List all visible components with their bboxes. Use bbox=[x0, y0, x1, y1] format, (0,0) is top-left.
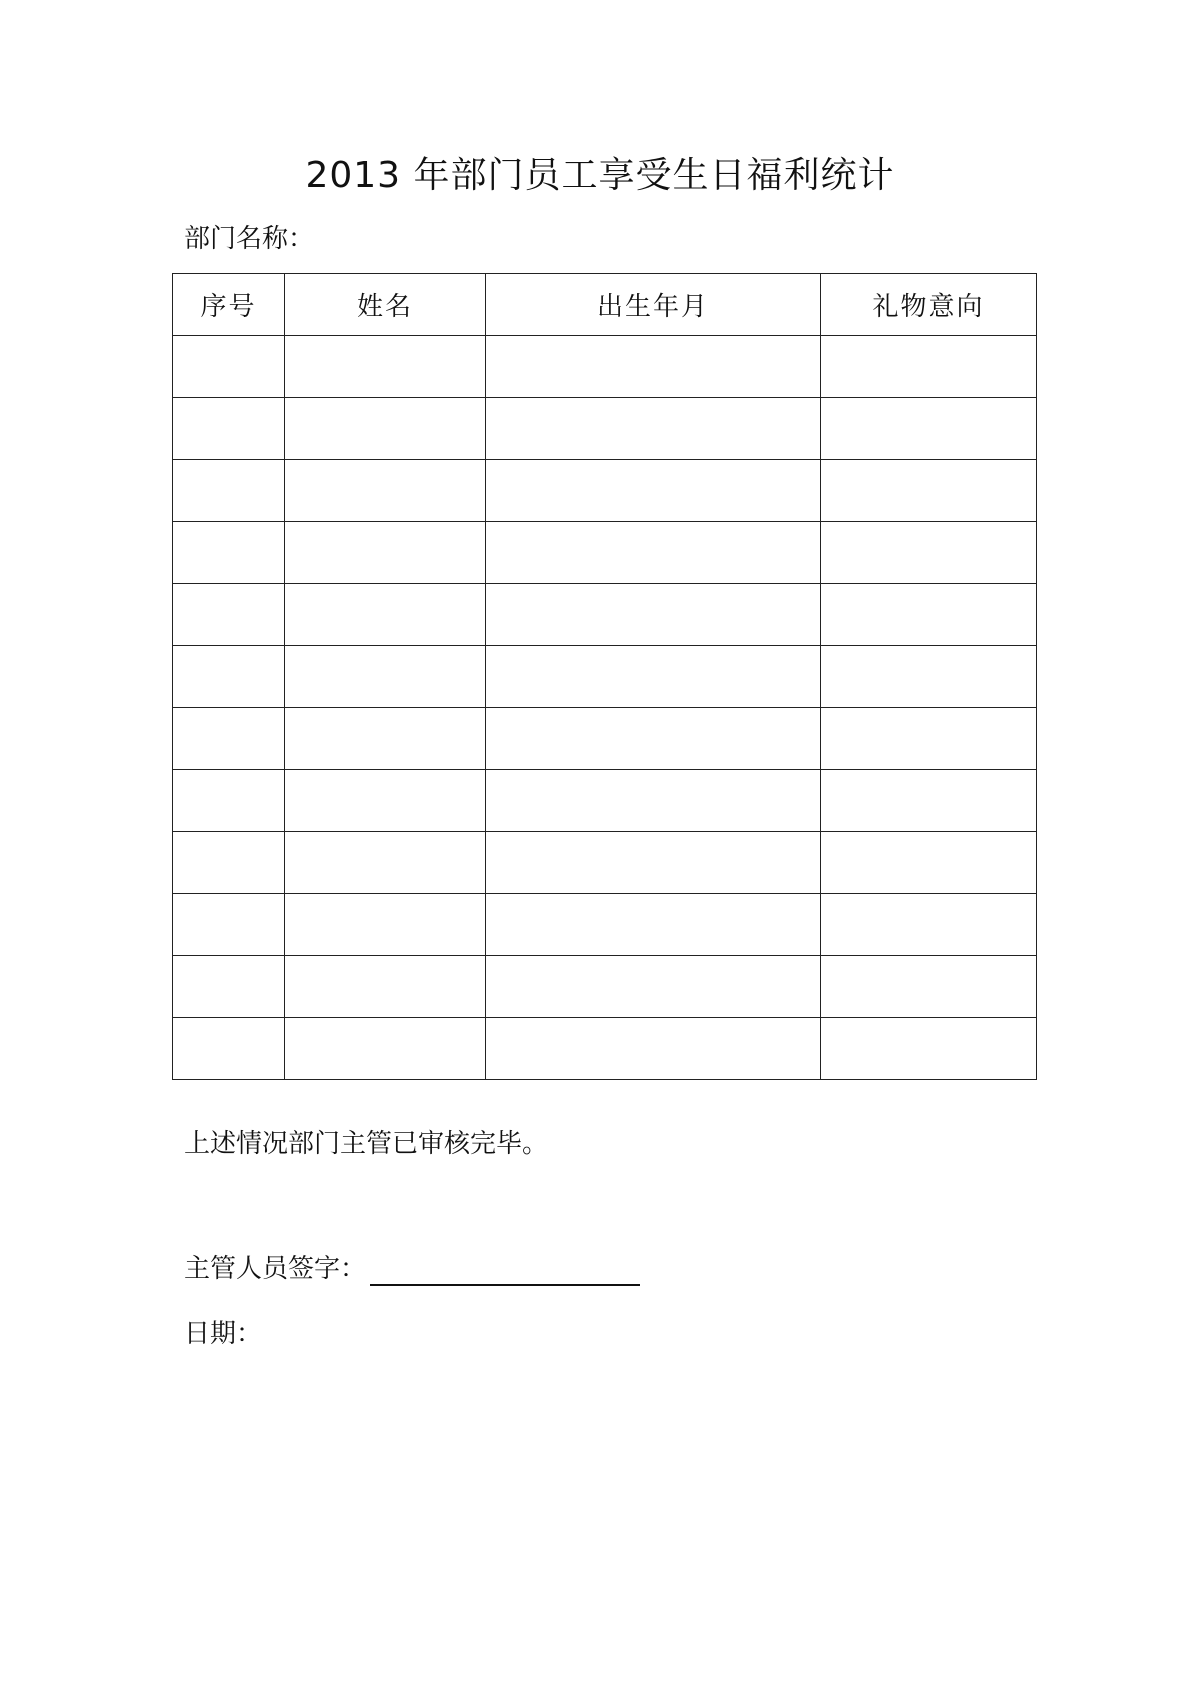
cell-name[interactable] bbox=[285, 522, 486, 584]
table-header-row bbox=[173, 274, 1037, 336]
document-title: 2013 年部门员工享受生日福利统计 bbox=[305, 155, 895, 196]
cell-gift-preference[interactable] bbox=[821, 1018, 1037, 1080]
cell-serial-number[interactable] bbox=[173, 770, 285, 832]
cell-name[interactable] bbox=[285, 708, 486, 770]
cell-serial-number[interactable] bbox=[173, 894, 285, 956]
cell-serial-number[interactable] bbox=[173, 708, 285, 770]
header-serial-number: 序号 bbox=[173, 274, 285, 336]
cell-name[interactable] bbox=[285, 584, 486, 646]
cell-name[interactable] bbox=[285, 956, 486, 1018]
table-row bbox=[173, 894, 1037, 956]
table-row bbox=[173, 956, 1037, 1018]
cell-gift-preference[interactable] bbox=[821, 832, 1037, 894]
cell-birth-month[interactable] bbox=[486, 398, 821, 460]
table-row bbox=[173, 1018, 1037, 1080]
cell-gift-preference[interactable] bbox=[821, 336, 1037, 398]
cell-birth-month[interactable] bbox=[486, 894, 821, 956]
cell-gift-preference[interactable] bbox=[821, 460, 1037, 522]
signature-label: 主管人员签字： bbox=[184, 1254, 367, 1284]
header-gift-preference: 礼物意向 bbox=[821, 274, 1037, 336]
cell-serial-number[interactable] bbox=[173, 1018, 285, 1080]
cell-name[interactable] bbox=[285, 460, 486, 522]
cell-name[interactable] bbox=[285, 1018, 486, 1080]
table-row bbox=[173, 832, 1037, 894]
cell-birth-month[interactable] bbox=[486, 336, 821, 398]
cell-serial-number[interactable] bbox=[173, 522, 285, 584]
table-row bbox=[173, 522, 1037, 584]
cell-gift-preference[interactable] bbox=[821, 956, 1037, 1018]
header-name: 姓名 bbox=[285, 274, 486, 336]
cell-gift-preference[interactable] bbox=[821, 646, 1037, 708]
cell-name[interactable] bbox=[285, 770, 486, 832]
cell-serial-number[interactable] bbox=[173, 336, 285, 398]
cell-serial-number[interactable] bbox=[173, 584, 285, 646]
cell-birth-month[interactable] bbox=[486, 646, 821, 708]
cell-birth-month[interactable] bbox=[486, 1018, 821, 1080]
table-row bbox=[173, 770, 1037, 832]
birthday-benefit-table bbox=[172, 273, 1037, 1080]
header-birth-month: 出生年月 bbox=[486, 274, 821, 336]
cell-gift-preference[interactable] bbox=[821, 584, 1037, 646]
table-row bbox=[173, 708, 1037, 770]
table-row bbox=[173, 336, 1037, 398]
approval-statement: 上述情况部门主管已审核完毕。 bbox=[184, 1129, 549, 1159]
cell-name[interactable] bbox=[285, 646, 486, 708]
table-row bbox=[173, 584, 1037, 646]
cell-name[interactable] bbox=[285, 398, 486, 460]
cell-gift-preference[interactable] bbox=[821, 398, 1037, 460]
signature-row bbox=[184, 1252, 640, 1286]
cell-birth-month[interactable] bbox=[486, 708, 821, 770]
cell-birth-month[interactable] bbox=[486, 832, 821, 894]
cell-birth-month[interactable] bbox=[486, 460, 821, 522]
cell-birth-month[interactable] bbox=[486, 522, 821, 584]
cell-birth-month[interactable] bbox=[486, 956, 821, 1018]
cell-serial-number[interactable] bbox=[173, 832, 285, 894]
cell-birth-month[interactable] bbox=[486, 770, 821, 832]
cell-serial-number[interactable] bbox=[173, 460, 285, 522]
table-row bbox=[173, 398, 1037, 460]
date-label: 日期： bbox=[184, 1319, 263, 1349]
cell-serial-number[interactable] bbox=[173, 398, 285, 460]
table-row bbox=[173, 646, 1037, 708]
cell-name[interactable] bbox=[285, 832, 486, 894]
cell-birth-month[interactable] bbox=[486, 584, 821, 646]
cell-gift-preference[interactable] bbox=[821, 770, 1037, 832]
cell-gift-preference[interactable] bbox=[821, 522, 1037, 584]
cell-gift-preference[interactable] bbox=[821, 708, 1037, 770]
cell-gift-preference[interactable] bbox=[821, 894, 1037, 956]
signature-line[interactable] bbox=[370, 1254, 640, 1286]
cell-serial-number[interactable] bbox=[173, 956, 285, 1018]
cell-serial-number[interactable] bbox=[173, 646, 285, 708]
department-name-label: 部门名称： bbox=[184, 224, 315, 254]
cell-name[interactable] bbox=[285, 894, 486, 956]
table-row bbox=[173, 460, 1037, 522]
cell-name[interactable] bbox=[285, 336, 486, 398]
